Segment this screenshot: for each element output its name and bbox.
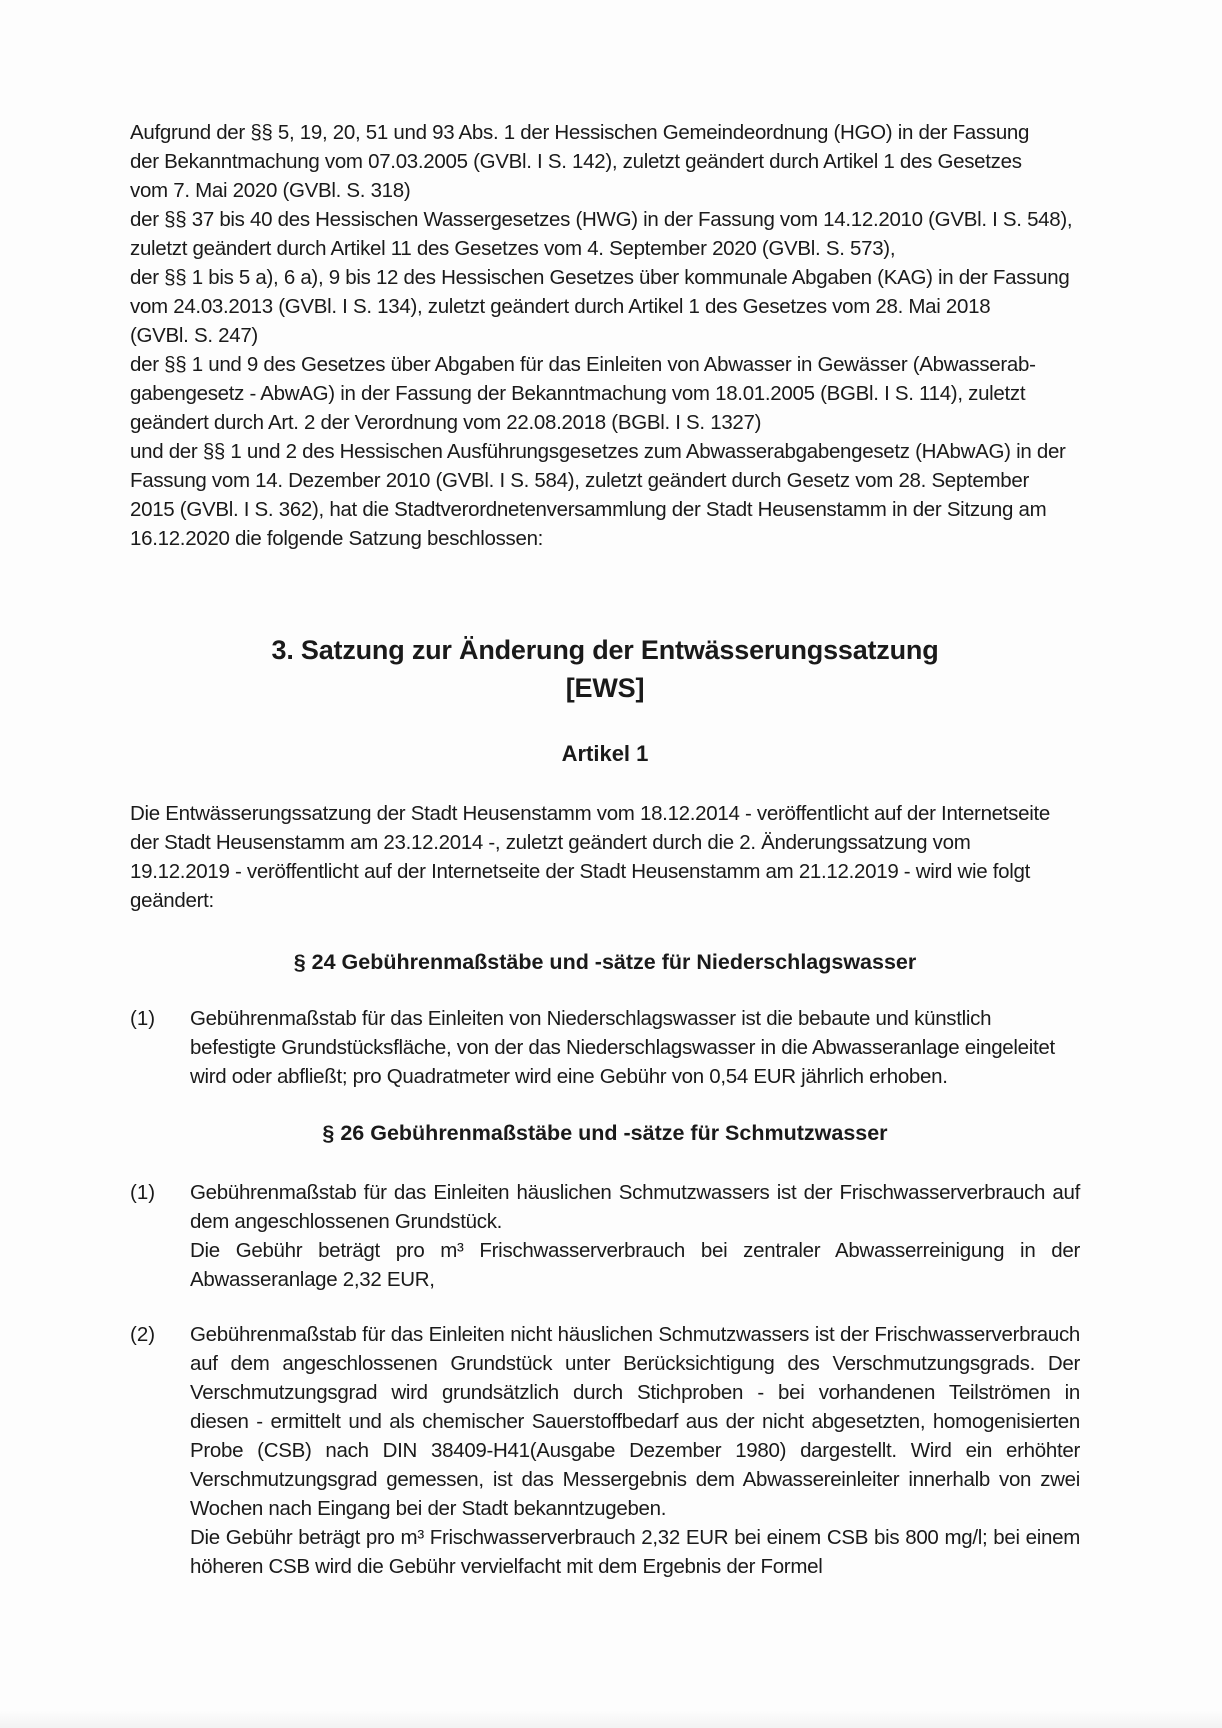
paragraph-line: Verschmutzungsgrad gemessen, ist das Messergebnis dem Abwassereinleiter innerhalb von zwei — [190, 1468, 1080, 1491]
artikel-heading: Artikel 1 — [561, 741, 649, 766]
preamble-line: vom 24.03.2013 (GVBl. I S. 134), zuletzt geändert durch Artikel 1 des Gesetzes vom 28. Mai 2018 — [130, 295, 991, 318]
preamble-line: zuletzt geändert durch Artikel 11 des Gesetzes vom 4. September 2020 (GVBl. S. 573), — [130, 237, 896, 260]
paragraph-line: Gebührenmaßstab für das Einleiten nicht häuslichen Schmutzwassers ist der Frischwasserverbrauch — [190, 1323, 1080, 1346]
paragraph-line: dem angeschlossenen Grundstück. — [190, 1210, 503, 1233]
paragraph-line: Wochen nach Eingang bei der Stadt bekanntzugeben. — [190, 1497, 667, 1520]
preamble-line: vom 7. Mai 2020 (GVBl. S. 318) — [130, 179, 411, 202]
paragraph-number: (1) — [130, 1181, 156, 1204]
paragraph-line: wird oder abfließt; pro Quadratmeter wird eine Gebühr von 0,54 EUR jährlich erhoben. — [190, 1065, 948, 1088]
artikel-line: der Stadt Heusenstamm am 23.12.2014 -, zuletzt geändert durch die 2. Änderungssatzung vom — [130, 831, 971, 854]
preamble-line: geändert durch Art. 2 der Verordnung vom 22.08.2018 (BGBl. I S. 1327) — [130, 411, 762, 434]
artikel-line: geändert: — [130, 889, 214, 912]
preamble-line: der §§ 1 bis 5 a), 6 a), 9 bis 12 des Hessischen Gesetzes über kommunale Abgaben (KAG) in der Fassung — [130, 266, 1070, 289]
paragraph-number: (1) — [130, 1007, 156, 1030]
paragraph-line: Abwasseranlage 2,32 EUR, — [190, 1268, 435, 1291]
preamble-line: 16.12.2020 die folgende Satzung beschlossen: — [130, 527, 544, 550]
preamble-line: der Bekanntmachung vom 07.03.2005 (GVBl. I S. 142), zuletzt geändert durch Artikel 1 des Gesetzes — [130, 150, 1022, 173]
paragraph-line: Die Gebühr beträgt pro m³ Frischwasserverbrauch bei zentraler Abwasserreinigung in der — [190, 1239, 1080, 1262]
preamble — [130, 118, 1080, 553]
preamble-line: Fassung vom 14. Dezember 2010 (GVBl. I S. 584), zuletzt geändert durch Gesetz vom 28. September — [130, 469, 1030, 492]
artikel-line: Die Entwässerungssatzung der Stadt Heusenstamm vom 18.12.2014 - veröffentlicht auf der Internetseite — [130, 802, 1050, 825]
preamble-line: und der §§ 1 und 2 des Hessischen Ausführungsgesetzes zum Abwasserabgabengesetz (HAbwAG) in der — [130, 440, 1066, 463]
preamble-line: gabengesetz - AbwAG) in der Fassung der Bekanntmachung vom 18.01.2005 (BGBl. I S. 114), zuletzt — [130, 382, 1026, 405]
title-abbreviation: [EWS] — [565, 673, 645, 703]
paragraph-line: Verschmutzungsgrad wird grundsätzlich durch Stichproben - bei vorhandenen Teilströmen in — [190, 1381, 1080, 1404]
paragraph-line: diesen - ermittelt und als chemischer Sauerstoffbedarf aus der nicht abgesetzten, homogenisierten — [190, 1410, 1080, 1433]
paragraph-line: Probe (CSB) nach DIN 38409-H41(Ausgabe Dezember 1980) dargestellt. Wird ein erhöhter — [190, 1439, 1080, 1462]
paragraph-number: (2) — [130, 1323, 156, 1346]
preamble-line: Aufgrund der §§ 5, 19, 20, 51 und 93 Abs. 1 der Hessischen Gemeindeordnung (HGO) in der Fassung — [130, 121, 1030, 144]
preamble-line: der §§ 37 bis 40 des Hessischen Wassergesetzes (HWG) in der Fassung vom 14.12.2010 (GVBl. I S. 548), — [130, 208, 1073, 231]
artikel-line: 19.12.2019 - veröffentlicht auf der Internetseite der Stadt Heusenstamm am 21.12.2019 - wird wie folgt — [130, 860, 1031, 883]
document-title — [130, 631, 1080, 707]
scan-shadow — [0, 1710, 1222, 1728]
paragraph-line: auf dem angeschlossenen Grundstück unter Berücksichtigung des Verschmutzungsgrads. Der — [190, 1352, 1080, 1375]
preamble-line: (GVBl. S. 247) — [130, 324, 258, 347]
section-24-paragraph-1 — [130, 1004, 1080, 1091]
document-content — [130, 118, 1080, 1581]
paragraph-line: befestigte Grundstücksfläche, von der das Niederschlagswasser in die Abwasseranlage eingeleitet — [190, 1036, 1055, 1059]
paragraph-line: Die Gebühr beträgt pro m³ Frischwasserverbrauch 2,32 EUR bei einem CSB bis 800 mg/l; bei einem — [190, 1526, 1080, 1549]
paragraph-line: Gebührenmaßstab für das Einleiten häuslichen Schmutzwassers ist der Frischwasserverbrauch auf — [190, 1181, 1080, 1204]
preamble-line: 2015 (GVBl. I S. 362), hat die Stadtverordnetenversammlung der Stadt Heusenstamm in der Sitzung am — [130, 498, 1047, 521]
preamble-line: der §§ 1 und 9 des Gesetzes über Abgaben für das Einleiten von Abwasser in Gewässer (Abwasserab- — [130, 353, 1036, 376]
section-26-paragraph-2 — [130, 1320, 1080, 1581]
artikel-body — [130, 799, 1080, 915]
section-26-paragraph-1 — [130, 1178, 1080, 1294]
paragraph-line: höheren CSB wird die Gebühr vervielfacht mit dem Ergebnis der Formel — [190, 1555, 823, 1578]
paragraph-line: Gebührenmaßstab für das Einleiten von Niederschlagswasser ist die bebaute und künstlich — [190, 1007, 992, 1030]
section-26-heading: § 26 Gebührenmaßstäbe und -sätze für Schmutzwasser — [322, 1121, 888, 1145]
section-24-heading: § 24 Gebührenmaßstäbe und -sätze für Niederschlagswasser — [293, 950, 917, 974]
title-line: 3. Satzung zur Änderung der Entwässerungssatzung — [271, 635, 939, 665]
